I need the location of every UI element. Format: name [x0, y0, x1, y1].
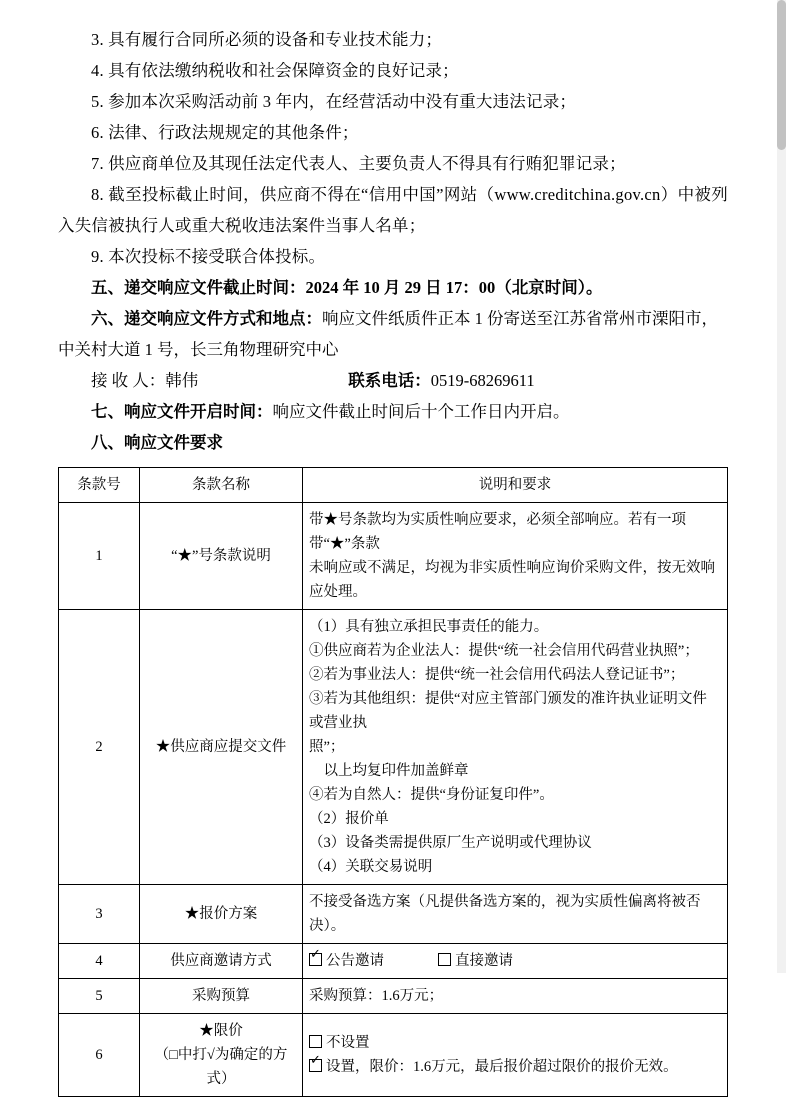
row-1-no: 1: [59, 503, 140, 610]
row-1-desc-line: 未响应或不满足，均视为非实质性响应询价采购文件，按无效响应处理。: [309, 560, 715, 600]
row-3-desc: 不接受备选方案（凡提供备选方案的，视为实质性偏离将被否决）。: [303, 885, 728, 944]
clause-item-9: 9. 本次投标不接受联合体投标。: [91, 247, 326, 266]
row-1-desc: [303, 503, 728, 610]
receiver-value: 韩伟: [165, 371, 199, 390]
row-2-name: ★供应商应提交文件: [140, 610, 303, 885]
contact-row: [58, 365, 728, 396]
section-8-title: 八、响应文件要求: [91, 433, 223, 452]
checkbox-direct-invitation[interactable]: [438, 953, 451, 966]
row-4-desc: [303, 944, 728, 979]
row-6-name-sub: （□中打√为确定的方式）: [154, 1047, 288, 1087]
row-2-desc-line: （3）设备类需提供原厂生产说明或代理协议: [309, 835, 592, 851]
row-3-name: ★报价方案: [140, 885, 303, 944]
row-5-name: 采购预算: [140, 979, 303, 1014]
section-7: [58, 396, 728, 427]
row-6-desc: [303, 1014, 728, 1097]
clause-8-lead: 8. 截至投标截止时间，供应商不得在“信用中国”网站（: [91, 185, 495, 204]
row-3-no: 3: [59, 885, 140, 944]
row-2-desc-line: 照”；: [309, 739, 345, 755]
scrollbar-thumb[interactable]: [777, 0, 786, 150]
row-2-desc-line: （1）具有独立承担民事责任的能力。: [309, 619, 549, 635]
header-description: 说明和要求: [303, 468, 728, 503]
row-6-no: 6: [59, 1014, 140, 1097]
phone-value: 0519-68269611: [430, 371, 535, 390]
requirements-table: [58, 467, 728, 1097]
row-6-option-set: [309, 1055, 721, 1079]
row-5-no: 5: [59, 979, 140, 1014]
clause-item-6: 6. 法律、行政法规规定的其他条件；: [91, 123, 359, 142]
row-6-name-main: ★限价: [199, 1023, 243, 1039]
section-5-value: 2024 年 10 月 29 日 17：00（北京时间）。: [305, 278, 603, 297]
option-label-public-invitation: 公告邀请: [326, 953, 384, 969]
checkbox-price-cap[interactable]: [309, 1059, 322, 1072]
row-1-name: “★”号条款说明: [140, 503, 303, 610]
table-row: [59, 979, 728, 1014]
receiver-label: 接 收 人：: [91, 371, 166, 390]
section-5-title: 五、递交响应文件截止时间：: [91, 278, 306, 297]
section-7-value: 响应文件截止时间后十个工作日内开启。: [272, 402, 570, 421]
section-6-title: 六、递交响应文件方式和地点：: [91, 309, 322, 328]
clause-item-3: 3. 具有履行合同所必须的设备和专业技术能力；: [91, 30, 443, 49]
table-row: [59, 1014, 728, 1097]
row-5-desc: 采购预算：1.6万元；: [303, 979, 728, 1014]
section-7-title: 七、响应文件开启时间：: [91, 402, 273, 421]
header-clause-no: 条款号: [59, 468, 140, 503]
section-6-value: 响应文件纸质件正本 1 份寄送至江苏省常州市溧阳市，中关村大道 1 号，长三角物理研究中心: [58, 309, 718, 359]
checkbox-no-price-cap[interactable]: [309, 1035, 322, 1048]
table-row: [59, 503, 728, 610]
table-row: [59, 885, 728, 944]
row-2-desc-line: 以上均复印件加盖鲜章: [323, 763, 469, 779]
row-4-no: 4: [59, 944, 140, 979]
table-header-row: [59, 468, 728, 503]
row-2-no: 2: [59, 610, 140, 885]
scrollbar-track[interactable]: [777, 0, 786, 973]
table-row: [59, 610, 728, 885]
row-2-desc: [303, 610, 728, 885]
table-row: [59, 944, 728, 979]
row-6-option-unset: [309, 1031, 721, 1055]
row-6-name: [140, 1014, 303, 1097]
row-2-desc-line: （4）关联交易说明: [309, 859, 433, 875]
option-label-no-price-cap: 不设置: [326, 1035, 370, 1051]
clause-item-7: 7. 供应商单位及其现任法定代表人、主要负责人不得具有行贿犯罪记录；: [91, 154, 626, 173]
row-2-desc-line: ①供应商若为企业法人：提供“统一社会信用代码营业执照”；: [309, 643, 699, 659]
row-1-desc-line: 带★号条款均为实质性响应要求，必须全部响应。若有一项带“★”条款: [309, 512, 686, 552]
row-2-desc-line: （2）报价单: [309, 811, 389, 827]
clause-item-5: 5. 参加本次采购活动前 3 年内，在经营活动中没有重大违法记录；: [91, 92, 577, 111]
clause-8-url: www.creditchina.gov.cn: [494, 185, 661, 204]
clause-item-8: [58, 179, 728, 241]
row-2-desc-line: ②若为事业法人：提供“统一社会信用代码法人登记证书”；: [309, 667, 685, 683]
section-5: [58, 272, 728, 303]
clause-item-4: 4. 具有依法缴纳税收和社会保障资金的良好记录；: [91, 61, 459, 80]
row-2-desc-line: ③若为其他组织：提供“对应主管部门颁发的准许执业证明文件或营业执: [309, 691, 707, 731]
header-clause-name: 条款名称: [140, 468, 303, 503]
option-label-direct-invitation: 直接邀请: [455, 953, 513, 969]
checkbox-public-invitation[interactable]: [309, 953, 322, 966]
section-6: [58, 303, 728, 365]
phone-label: 联系电话：: [348, 371, 431, 390]
clause-8-tail: ）中被列入失信被执行人或重大税收违法案件当事人名单；: [58, 185, 728, 235]
row-2-desc-line: ④若为自然人：提供“身份证复印件”。: [309, 787, 554, 803]
row-4-name: 供应商邀请方式: [140, 944, 303, 979]
option-label-price-cap: 设置，限价：1.6万元，最后报价超过限价的报价无效。: [326, 1059, 678, 1075]
